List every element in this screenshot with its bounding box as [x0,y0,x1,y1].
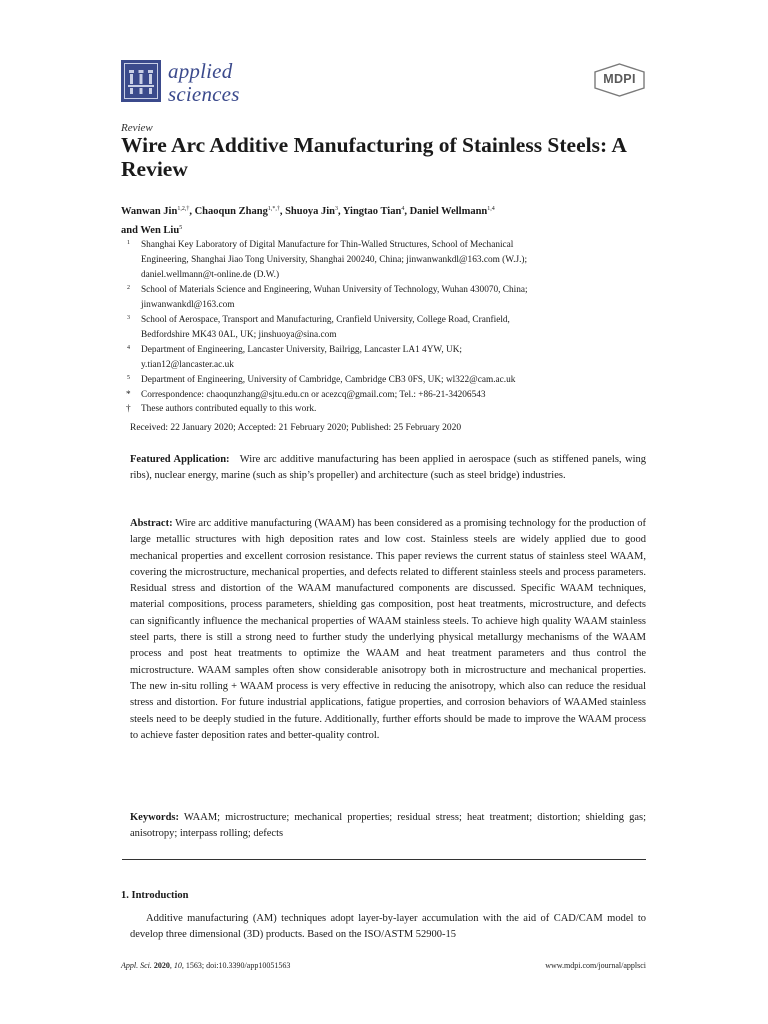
author-line-1 [121,201,651,220]
author-affiliation-marker: 3 [334,206,338,212]
author-conjunction: and [121,225,141,236]
author-affiliation-marker: 5 [179,225,183,231]
affiliation-line: Department of Engineering, Lancaster University, Bailrigg, Lancaster LA1 4YW, UK; [141,345,462,355]
affiliation-item [121,373,651,388]
footer-volume: 10 [173,961,182,970]
affiliation-line: daniel.wellmann@t-online.de (D.W.) [141,269,280,280]
keywords [130,810,646,843]
author-separator: , [189,206,195,217]
affiliation-line: Bedfordshire MK43 0AL, UK; jinshuoya@sina.com [141,329,337,340]
footer-citation: Appl. Sci. 2020, 10, 1563; doi:10.3390/app10051563 [121,961,291,970]
keywords-text: WAAM; microstructure; mechanical properties; residual stress; heat treatment; distortion; shielding gas; anisotropy; interpass rolling; defects [130,812,646,840]
affiliation-line: Correspondence: chaoqunzhang@sjtu.edu.cn or acezcq@gmail.com; Tel.: +86-21-34206543 [141,390,486,400]
affiliation-item [121,313,651,343]
author-affiliation-marker: 1,2,† [177,206,190,212]
footer-doi: , 1563; doi:10.3390/app10051563 [181,961,291,970]
author-separator: , [337,206,343,217]
publication-dates: Received: 22 January 2020; Accepted: 21 February 2020; Published: 25 February 2020 [130,423,462,433]
featured-application-label: Featured Application: [130,454,230,465]
affiliation-marker: 2 [127,285,130,291]
author-name: Yingtao Tian [342,206,402,217]
affiliation-line: y.tian12@lancaster.ac.uk [141,359,234,370]
affiliation-line: jinwanwankdl@163.com [141,299,235,310]
footer-url[interactable]: www.mdpi.com/journal/applsci [545,961,646,970]
author-name: Shuoya Jin [285,206,335,217]
journal-logo-icon [121,60,161,102]
author-name: Daniel Wellmann [409,206,488,217]
abstract-label: Abstract: [130,518,173,529]
affiliation-marker: 5 [127,375,130,381]
footer-year: 2020 [153,961,170,970]
affiliation-item [121,238,651,282]
featured-application-text: Wire arc additive manufacturing has been applied in aerospace (such as stiffened panels, wing ribs), nuclear energy, marine (such as ship’s propeller) and architecture (such as steel bridge) industries. [130,454,646,482]
affiliation-marker: 1 [127,240,130,246]
affiliation-marker: * [126,390,131,400]
footer-journal: Appl. Sci. [121,961,152,970]
keywords-label: Keywords: [130,812,179,823]
section-divider [122,859,646,860]
author-list [121,201,651,239]
affiliation-item [121,343,651,373]
abstract-text: Wire arc additive manufacturing (WAAM) has been considered as a promising technology for the production of large metallic structures with high deposition rates and low cost. Stainless steels are widely applied due to good mechanical properties and excellent corrosion resistance. This paper reviews the current status of stainless steel WAAM, covering the microstructure, mechanical properties, and defects related to different stainless steels and process parameters. Residual stress and distortion of the WAAM manufactured components are discussed. Specific WAAM techniques, material compositions, process parameters, shielding gas composition, post heat treatments, microstructure, and defects can significantly influence the mechanical properties of WAAM stainless steels. To achieve high quality WAAM stainless steel parts, there is still a strong need to further study the underlying physical metallurgy mechanisms of the WAAM process and post heat treatments to optimize the WAAM and heat treatment parameters and thus control the microstructure. WAAM samples often show considerable anisotropy both in microstructure and mechanical properties. The new in-situ rolling + WAAM process is very effective in reducing the anisotropy, which also can reduce the residual stress and distortion. For future industrial applications, fatigue properties, and corrosion behaviors of WAAMed stainless steels need to be deeply studied in the future. Additionally, further efforts should be made to improve the WAAM process to achieve faster deposition rates and better-quality control. [130,518,646,741]
publisher-logo [593,63,646,97]
author-affiliation-marker: 4 [401,206,405,212]
journal-name-line2: sciences [168,82,240,106]
author-separator: , [279,206,286,217]
affiliation-line: School of Aerospace, Transport and Manufacturing, Cranfield University, College Road, Cranfield, [141,315,510,325]
journal-name-line1: applied [168,59,233,83]
affiliation-item [121,388,651,403]
affiliation-marker: 4 [127,345,130,351]
featured-application [130,452,646,485]
affiliation-item [121,283,651,313]
author-name: Wen Liu [140,225,180,236]
abstract [130,516,646,744]
affiliation-line: These authors contributed equally to this work. [141,404,317,414]
author-name: Chaoqun Zhang [194,206,268,217]
affiliation-marker: 3 [127,315,130,321]
affiliation-line: Engineering, Shanghai Jiao Tong University, Shanghai 200240, China; jinwanwankdl@163.com (W.J.); [141,254,528,265]
author-separator: , [404,206,410,217]
article-type: Review [121,122,153,134]
affiliation-line: School of Materials Science and Engineering, Wuhan University of Technology, Wuhan 430070, China; [141,285,528,295]
author-affiliation-marker: 1,4 [487,206,495,212]
article-title: Wire Arc Additive Manufacturing of Stainless Steels: A Review [121,133,626,181]
author-line-2 [121,220,651,239]
affiliation-line: Shanghai Key Laboratory of Digital Manufacture for Thin-Walled Structures, School of Mechanical [141,240,514,250]
author-affiliation-marker: 1,*,† [267,206,280,212]
affiliation-line: Department of Engineering, University of Cambridge, Cambridge CB3 0FS, UK; wl322@cam.ac.uk [141,375,516,385]
affiliation-marker: † [126,404,131,414]
affiliation-item [121,402,651,417]
introduction-text: Additive manufacturing (AM) techniques adopt layer-by-layer accumulation with the aid of CAD/CAM model to develop three dimensional (3D) products. Based on the ISO/ASTM 52900-15 [130,913,646,941]
section-heading: 1. Introduction [121,890,189,901]
author-name: Wanwan Jin [121,206,178,217]
publisher-name: MDPI [603,72,636,86]
